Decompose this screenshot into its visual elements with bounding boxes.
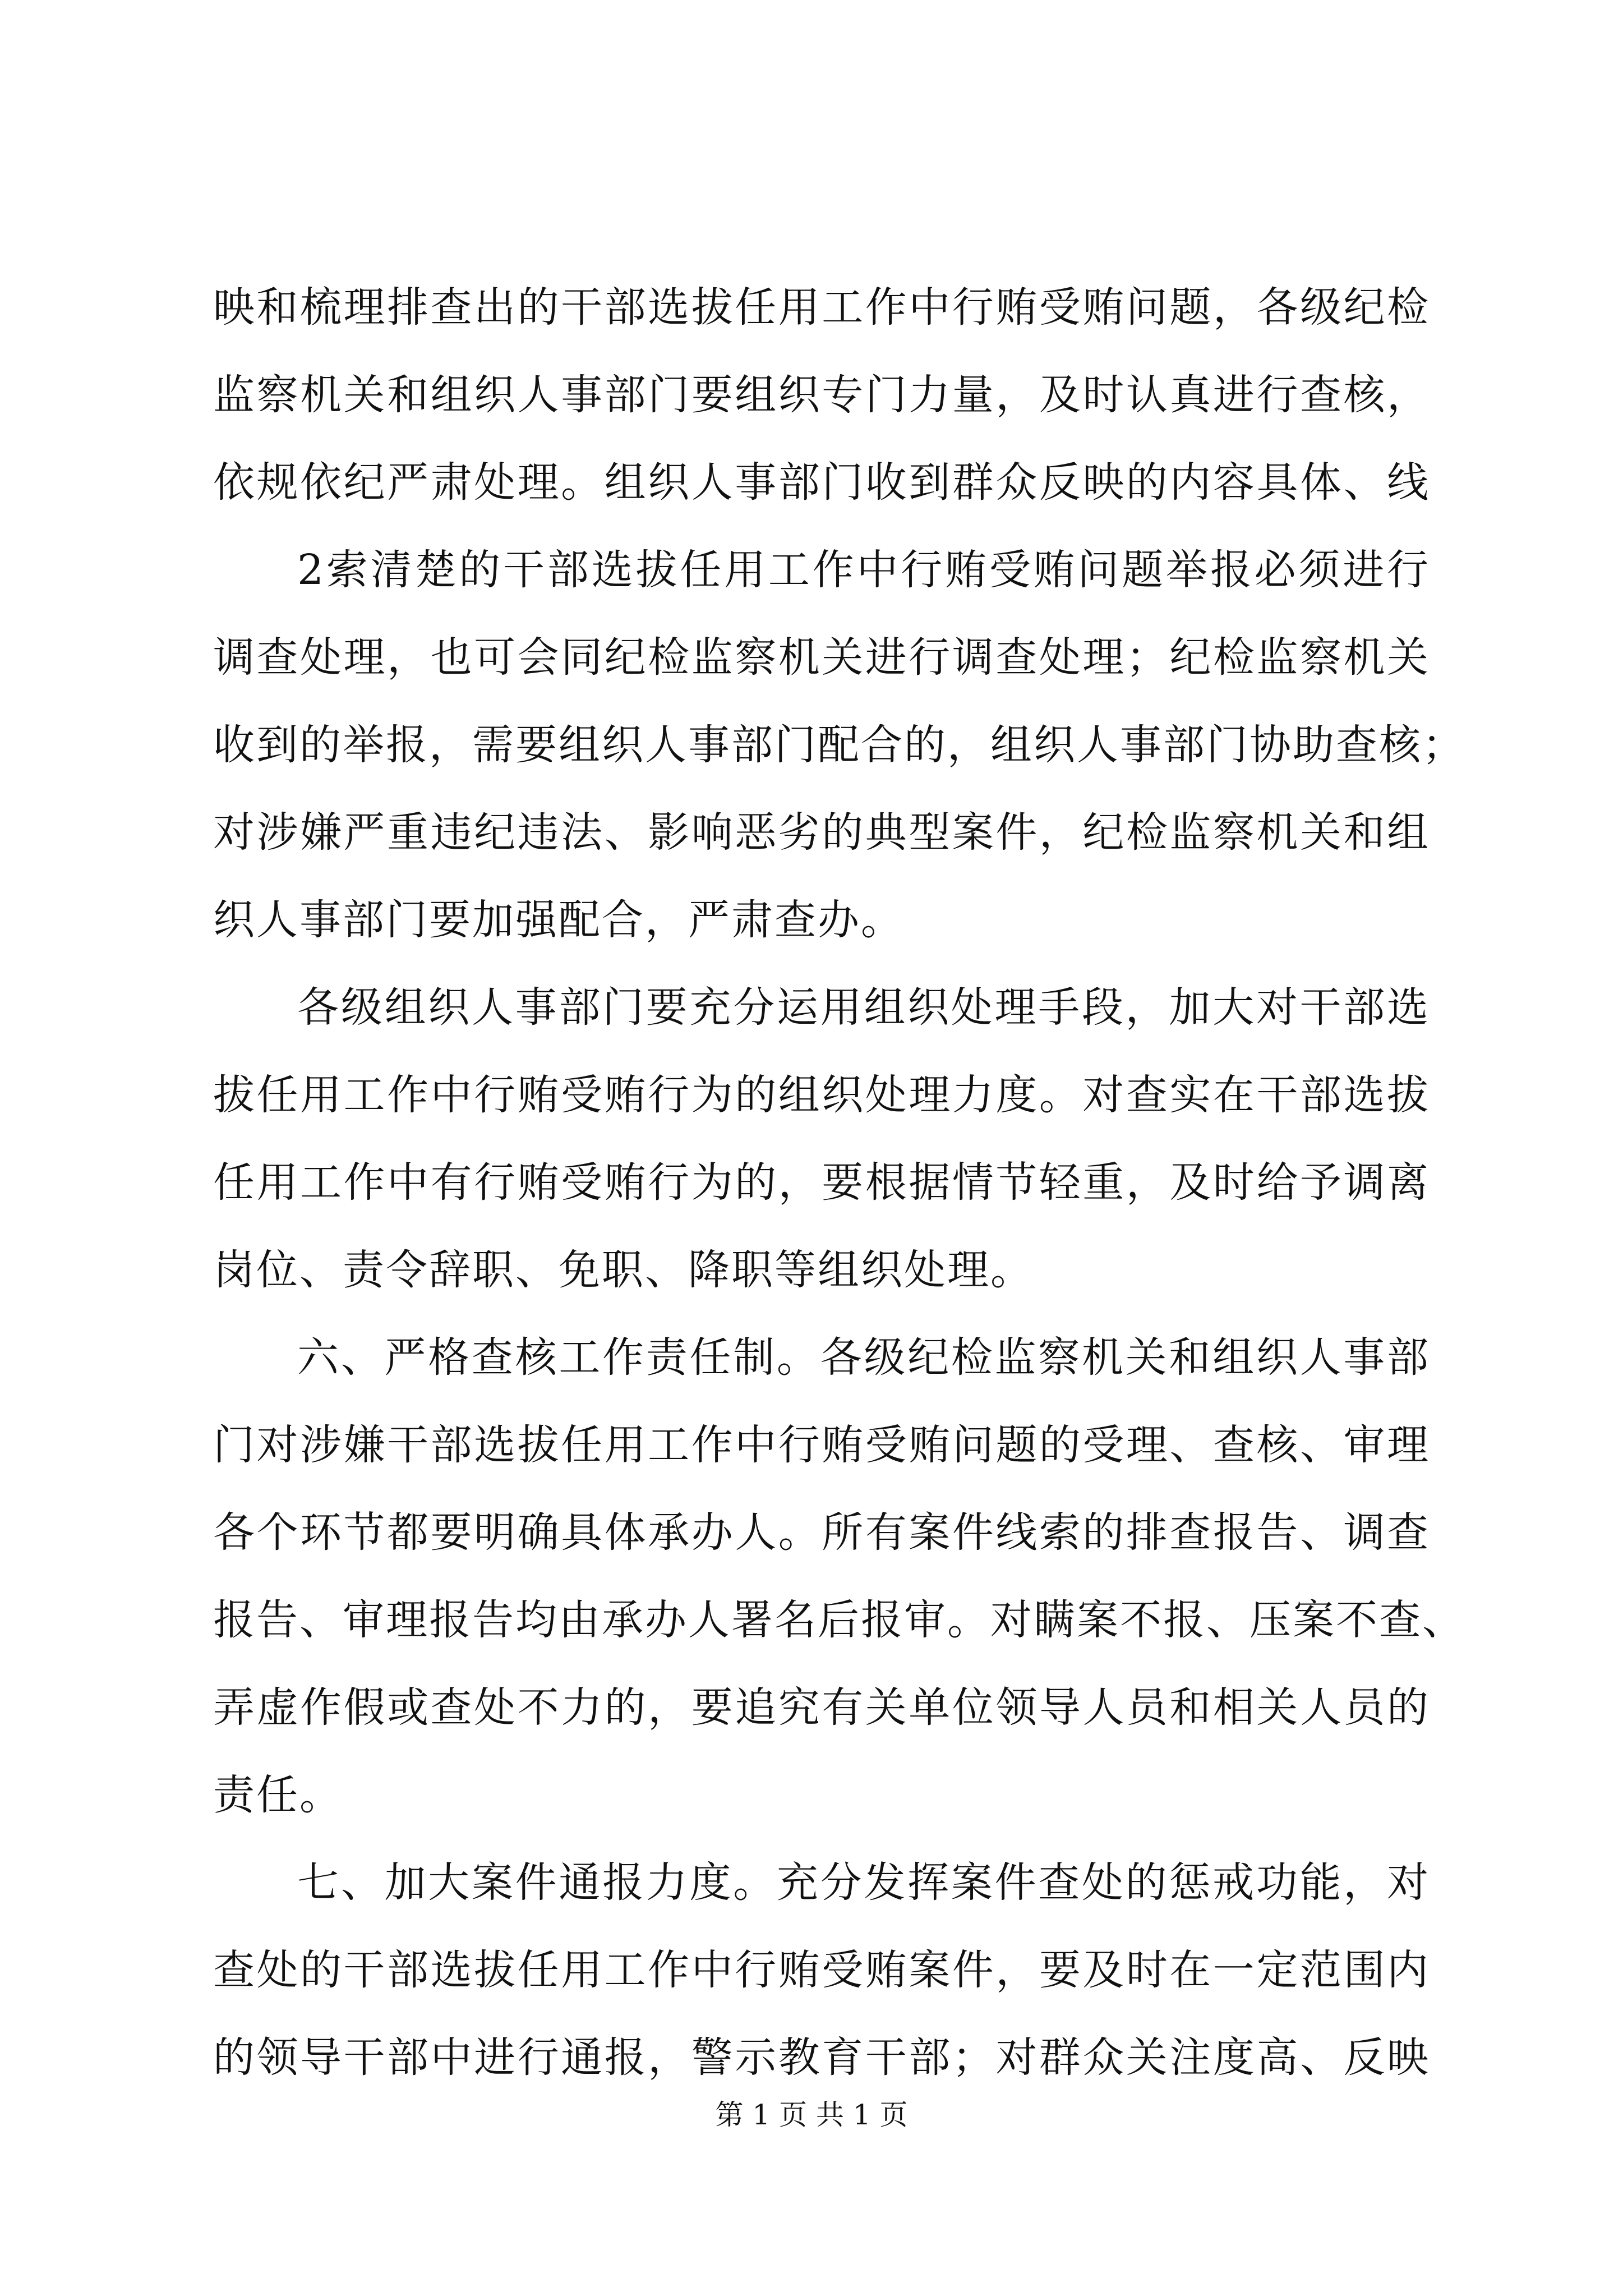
document-body [213,264,1465,2101]
text-line: 拔任用工作中行贿受贿行为的组织处理力度。对查实在干部选拔 [213,1071,1430,1119]
text-line: 调查处理，也可会同纪检监察机关进行调查处理；纪检监察机关 [213,633,1430,682]
text-line: 织人事部门要加强配合，严肃查办。 [213,896,904,944]
text-line: 收到的举报，需要组织人事部门配合的，组织人事部门协助查核； [213,721,1465,769]
text-line: 的领导干部中进行通报，警示教育干部；对群众关注度高、反映 [213,2033,1430,2082]
text-line: 七、加大案件通报力度。充分发挥案件查处的惩戒功能，对 [297,1858,1430,1907]
text-line: 门对涉嫌干部选拔任用工作中行贿受贿问题的受理、查核、审理 [213,1421,1430,1469]
text-line: 岗位、责令辞职、免职、降职等组织处理。 [213,1246,1034,1294]
text-line: 映和梳理排查出的干部选拔任用工作中行贿受贿问题，各级纪检 [213,283,1430,332]
text-line: 查处的干部选拔任用工作中行贿受贿案件，要及时在一定范围内 [213,1946,1430,1994]
text-line: 2索清楚的干部选拔任用工作中行贿受贿问题举报必须进行 [297,546,1430,594]
text-line: 依规依纪严肃处理。组织人事部门收到群众反映的内容具体、线 [213,458,1430,507]
text-line: 监察机关和组织人事部门要组织专门力量，及时认真进行查核， [213,371,1430,419]
page-number-footer: 第 1 页 共 1 页 [715,2099,908,2131]
text-line: 弄虚作假或查处不力的，要追究有关单位领导人员和相关人员的 [213,1683,1430,1732]
text-line: 各级组织人事部门要充分运用组织处理手段，加大对干部选 [297,983,1430,1032]
text-line: 对涉嫌严重违纪违法、影响恶劣的典型案件，纪检监察机关和组 [213,808,1430,857]
text-line: 责任。 [213,1771,343,1819]
text-line: 六、严格查核工作责任制。各级纪检监察机关和组织人事部 [297,1333,1430,1382]
text-line: 任用工作中有行贿受贿行为的，要根据情节轻重，及时给予调离 [213,1158,1430,1207]
text-line: 各个环节都要明确具体承办人。所有案件线索的排查报告、调查 [213,1508,1430,1557]
text-line: 报告、审理报告均由承办人署名后报审。对瞒案不报、压案不查、 [213,1596,1465,1644]
